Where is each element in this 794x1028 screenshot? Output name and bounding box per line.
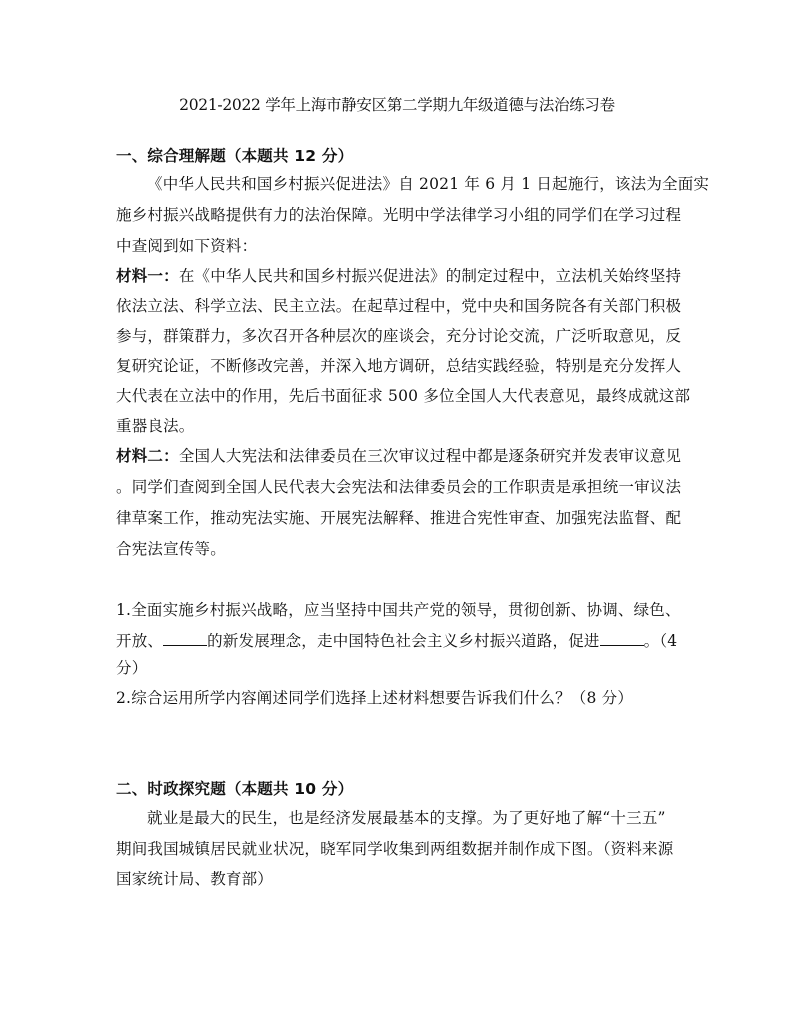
document-title: 2021-2022 学年上海市静安区第二学期九年级道德与法治练习卷 [179,96,615,114]
section1-heading: 一、综合理解题（本题共 12 分） [116,147,354,165]
section2-intro-line: 就业是最大的民生，也是经济发展最基本的支撑。为了更好地了解“十三五” [147,809,666,827]
material1-line: 依法立法、科学立法、民主立法。在起草过程中，党中央和国务院各有关部门积极 [116,297,682,315]
material2-label: 材料二： [116,447,179,465]
material1-text: 在《中华人民共和国乡村振兴促进法》的制定过程中，立法机关始终坚持 [178,267,682,285]
question1-line-blanks [116,629,682,651]
question1-line: 分） [116,659,148,677]
material1-line: 参与，群策群力，多次召开各种层次的座谈会，充分讨论交流，广泛听取意见，反 [116,327,682,345]
material2-line: 合宪法宣传等。 [116,540,226,558]
material2-first-line [116,444,682,466]
material1-line: 重器良法。 [116,417,195,435]
answer-blank-2[interactable] [600,631,644,646]
material1-line: 复研究论证，不断修改完善，并深入地方调研，总结实践经验，特别是充分发挥人 [116,357,682,375]
section2-heading: 二、时政探究题（本题共 10 分） [116,780,354,798]
section1-intro-line: 中查阅到如下资料： [116,237,258,255]
material1-line: 大代表在立法中的作用，先后书面征求 500 多位全国人大代表意见，最终成就这部 [116,387,691,405]
material1-first-line [116,264,682,286]
section1-intro-line: 《中华人民共和国乡村振兴促进法》自 2021 年 6 月 1 日起施行，该法为全面实 [147,175,710,193]
section2-intro-line: 期间我国城镇居民就业状况，晓军同学收集到两组数据并制作成下图。（资料来源 [116,840,674,858]
question1-text: 开放、 [116,632,164,650]
question1-text: 。（4 [643,632,678,650]
material2-line: 。同学们查阅到全国人民代表大会宪法和法律委员会的工作职责是承担统一审议法 [116,478,682,496]
question1-text: 的新发展理念，走中国特色社会主义乡村振兴道路，促进 [207,632,600,650]
question2-line: 2.综合运用所学内容阐述同学们选择上述材料想要告诉我们什么？（8 分） [116,689,634,707]
section1-intro-line: 施乡村振兴战略提供有力的法治保障。光明中学法律学习小组的同学们在学习过程 [116,206,682,224]
section2-intro-line: 国家统计局、教育部） [116,870,274,888]
material1-label: 材料一： [116,267,179,285]
question1-line: 1.全面实施乡村振兴战略，应当坚持中国共产党的领导，贯彻创新、协调、绿色、 [116,601,681,619]
material2-text: 全国人大宪法和法律委员在三次审议过程中都是逐条研究并发表审议意见 [178,447,682,465]
material2-line: 律草案工作，推动宪法实施、开展宪法解释、推进合宪性审查、加强宪法监督、配 [116,509,682,527]
answer-blank-1[interactable] [163,631,207,646]
